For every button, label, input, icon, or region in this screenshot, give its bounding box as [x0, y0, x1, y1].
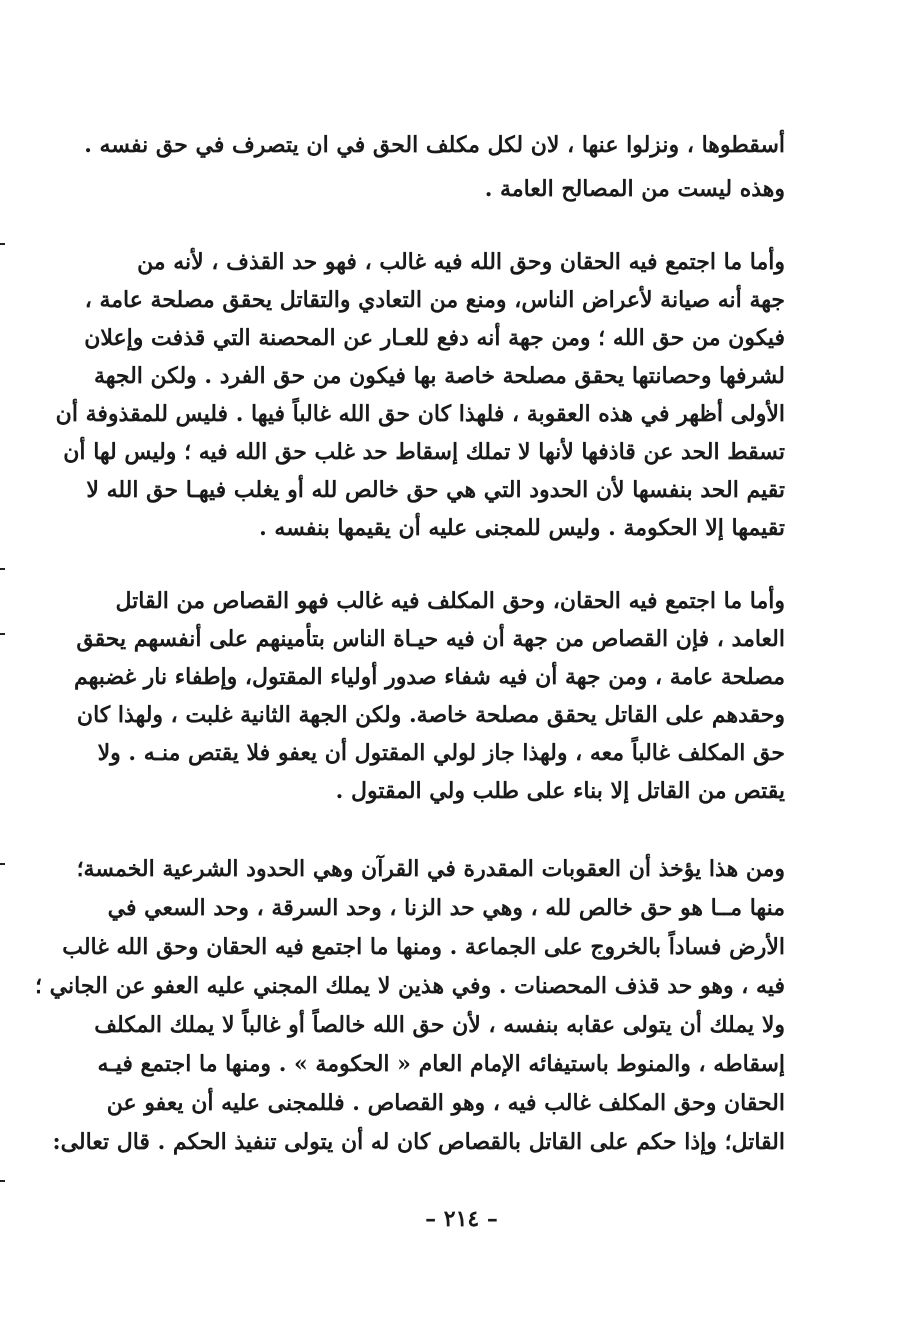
- paragraph-4-line-5: ولا يملك أن يتولى عقابه بنفسه ، لأن حق الله خالصاً أو غالباً لا يملك المكلف: [94, 1012, 785, 1038]
- paragraph-2-line-5: الأولى أظهر في هذه العقوبة ، فلهذا كان حق الله غالباً فيها . فليس للمقذوفة أن: [55, 401, 785, 427]
- paragraph-2-line-7: تقيم الحد بنفسها لأن الحدود التي هي حق خالص لله أو يغلب فيهـا حق الله لا: [86, 477, 785, 503]
- paragraph-2-line-2: جهة أنه صيانة لأعراض الناس، ومنع من التعادي والتقاتل يحقق مصلحة عامة ،: [84, 287, 785, 313]
- scan-edge-mark: [0, 633, 5, 635]
- paragraph-4-line-6: إسقاطه ، والمنوط باستيفائه الإمام العام « الحكومة » . ومنها ما اجتمع فيـه: [97, 1051, 785, 1077]
- paragraph-3-line-5: حق المكلف غالباً معه ، ولهذا جاز لولي المقتول أن يعفو فلا يقتص منـه . ولا: [97, 740, 785, 766]
- paragraph-3-line-1: وأما ما اجتمع فيه الحقان، وحق المكلف فيه غالب فهو القصاص من القاتل: [115, 588, 785, 614]
- paragraph-2-line-1: وأما ما اجتمع فيه الحقان وحق الله فيه غالب ، فهو حد القذف ، لأنه من: [137, 249, 785, 275]
- scan-edge-mark: [0, 243, 5, 245]
- paragraph-4-line-2: منها مــا هو حق خالص لله ، وهي حد الزنا ، وحد السرقة ، وحد السعي في: [107, 895, 785, 921]
- paragraph-3-line-6: يقتص من القاتل إلا بناء على طلب ولي المقتول .: [335, 778, 785, 804]
- paragraph-4-line-1: ومن هذا يؤخذ أن العقوبات المقدرة في القرآن وهي الحدود الشرعية الخمسة؛: [76, 856, 785, 882]
- paragraph-2-line-4: لشرفها وحصانتها يحقق مصلحة خاصة بها فيكون من حق الفرد . ولكن الجهة: [93, 363, 785, 389]
- paragraph-1-line-2: وهذه ليست من المصالح العامة .: [484, 176, 785, 202]
- paragraph-2-line-3: فيكون من حق الله ؛ ومن جهة أنه دفع للعـار عن المحصنة التي قذفت وإعلان: [84, 325, 785, 351]
- paragraph-4-line-7: الحقان وحق المكلف غالب فيه ، وهو القصاص . فللمجنى عليه أن يعفو عن: [106, 1090, 785, 1116]
- page-number: – ٢١٤ –: [425, 1206, 498, 1232]
- scan-edge-mark: [0, 863, 5, 865]
- paragraph-3-line-2: العامد ، فإن القصاص من جهة أن فيه حيـاة الناس بتأمينهم على أنفسهم يحقق: [76, 626, 785, 652]
- page-body: [35, 0, 785, 1343]
- paragraph-4-line-8: القاتل؛ وإذا حكم على القاتل بالقصاص كان له أن يتولى تنفيذ الحكم . قال تعالى:: [52, 1129, 785, 1155]
- paragraph-2-line-8: تقيمها إلا الحكومة . وليس للمجنى عليه أن يقيمها بنفسه .: [259, 515, 785, 541]
- paragraph-3-line-4: وحقدهم على القاتل يحقق مصلحة خاصة. ولكن الجهة الثانية غلبت ، ولهذا كان: [76, 702, 785, 728]
- paragraph-3-line-3: مصلحة عامة ، ومن جهة أن فيه شفاء صدور أولياء المقتول، وإطفاء نار غضبهم: [74, 664, 785, 690]
- scan-edge-mark: [0, 1180, 5, 1182]
- scan-edge-mark: [0, 568, 5, 570]
- paragraph-4-line-3: الأرض فساداً بالخروج على الجماعة . ومنها ما اجتمع فيه الحقان وحق الله غالب: [62, 934, 785, 960]
- paragraph-4-line-4: فيه ، وهو حد قذف المحصنات . وفي هذين لا يملك المجني عليه العفو عن الجاني ؛: [35, 973, 785, 999]
- paragraph-1-line-1: أسقطوها ، ونزلوا عنها ، لان لكل مكلف الحق في ان يتصرف في حق نفسه .: [84, 132, 785, 158]
- paragraph-2-line-6: تسقط الحد عن قاذفها لأنها لا تملك إسقاط حد غلب حق الله فيه ؛ وليس لها أن: [63, 439, 785, 465]
